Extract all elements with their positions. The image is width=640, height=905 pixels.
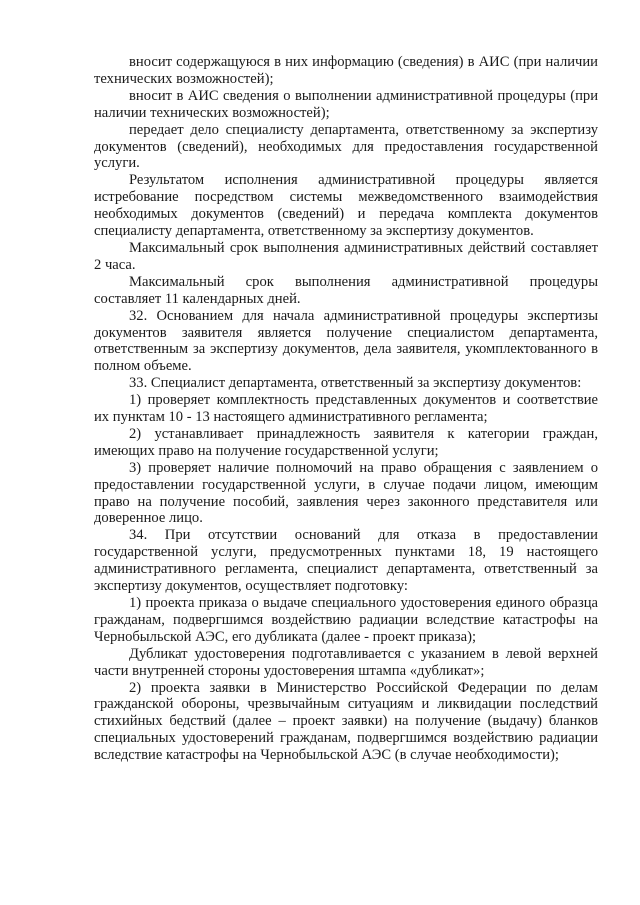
- paragraph: Результатом исполнения административной процедуры является истребование посредством системы межведомственного взаимодействия необходимых документов (сведений) и передача комплекта документов специалисту департамента, ответственному за экспертизу документов.: [94, 172, 598, 240]
- paragraph: 1) проекта приказа о выдаче специального удостоверения единого образца гражданам, подвергшимся воздействию радиации вследствие катастрофы на Чернобыльской АЭС, его дубликата (далее - проект приказа);: [94, 595, 598, 645]
- document-page: [94, 54, 598, 764]
- paragraph: передает дело специалисту департамента, ответственному за экспертизу документов (сведений), необходимых для предоставления государственной услуги.: [94, 121, 598, 172]
- paragraph: Дубликат удостоверения подготавливается с указанием в левой верхней части внутренней стороны удостоверения штампа «дубликат»;: [94, 645, 598, 679]
- paragraph: вносит в АИС сведения о выполнении административной процедуры (при наличии технических возможностей);: [94, 87, 598, 121]
- paragraph: 34. При отсутствии оснований для отказа в предоставлении государственной услуги, предусмотренных пунктами 18, 19 настоящего административного регламента, специалист департамента, ответственный за экспертизу документов, осуществляет подготовку:: [94, 527, 598, 595]
- paragraph: вносит содержащуюся в них информацию (сведения) в АИС (при наличии технических возможностей);: [94, 54, 598, 87]
- paragraph: 2) проекта заявки в Министерство Российской Федерации по делам гражданской обороны, чрезвычайным ситуациям и ликвидации последствий стихийных бедствий (далее – проект заявки) на получение (выдачу) бланков специальных удостоверений гражданам, подвергшимся воздействию радиации вследствие катастрофы на Чернобыльской АЭС (в случае необходимости);: [94, 679, 598, 764]
- paragraph: 3) проверяет наличие полномочий на право обращения с заявлением о предоставлении государственной услуги, в случае подачи лицом, имеющим право на получение пособий, заявления через законного представителя или доверенное лицо.: [94, 459, 598, 527]
- paragraph: Максимальный срок выполнения административной процедуры составляет 11 календарных дней.: [94, 273, 598, 307]
- paragraph: 1) проверяет комплектность представленных документов и соответствие их пунктам 10 - 13 настоящего административного регламента;: [94, 392, 598, 426]
- paragraph: 2) устанавливает принадлежность заявителя к категории граждан, имеющих право на получение государственной услуги;: [94, 425, 598, 459]
- paragraph: 33. Специалист департамента, ответственный за экспертизу документов:: [129, 375, 582, 392]
- paragraph: Максимальный срок выполнения административных действий составляет 2 часа.: [94, 239, 598, 273]
- paragraph: 32. Основанием для начала административной процедуры экспертизы документов заявителя является получение специалистом департамента, ответственным за экспертизу документов, дела заявителя, укомплектованного в полном объеме.: [94, 307, 598, 375]
